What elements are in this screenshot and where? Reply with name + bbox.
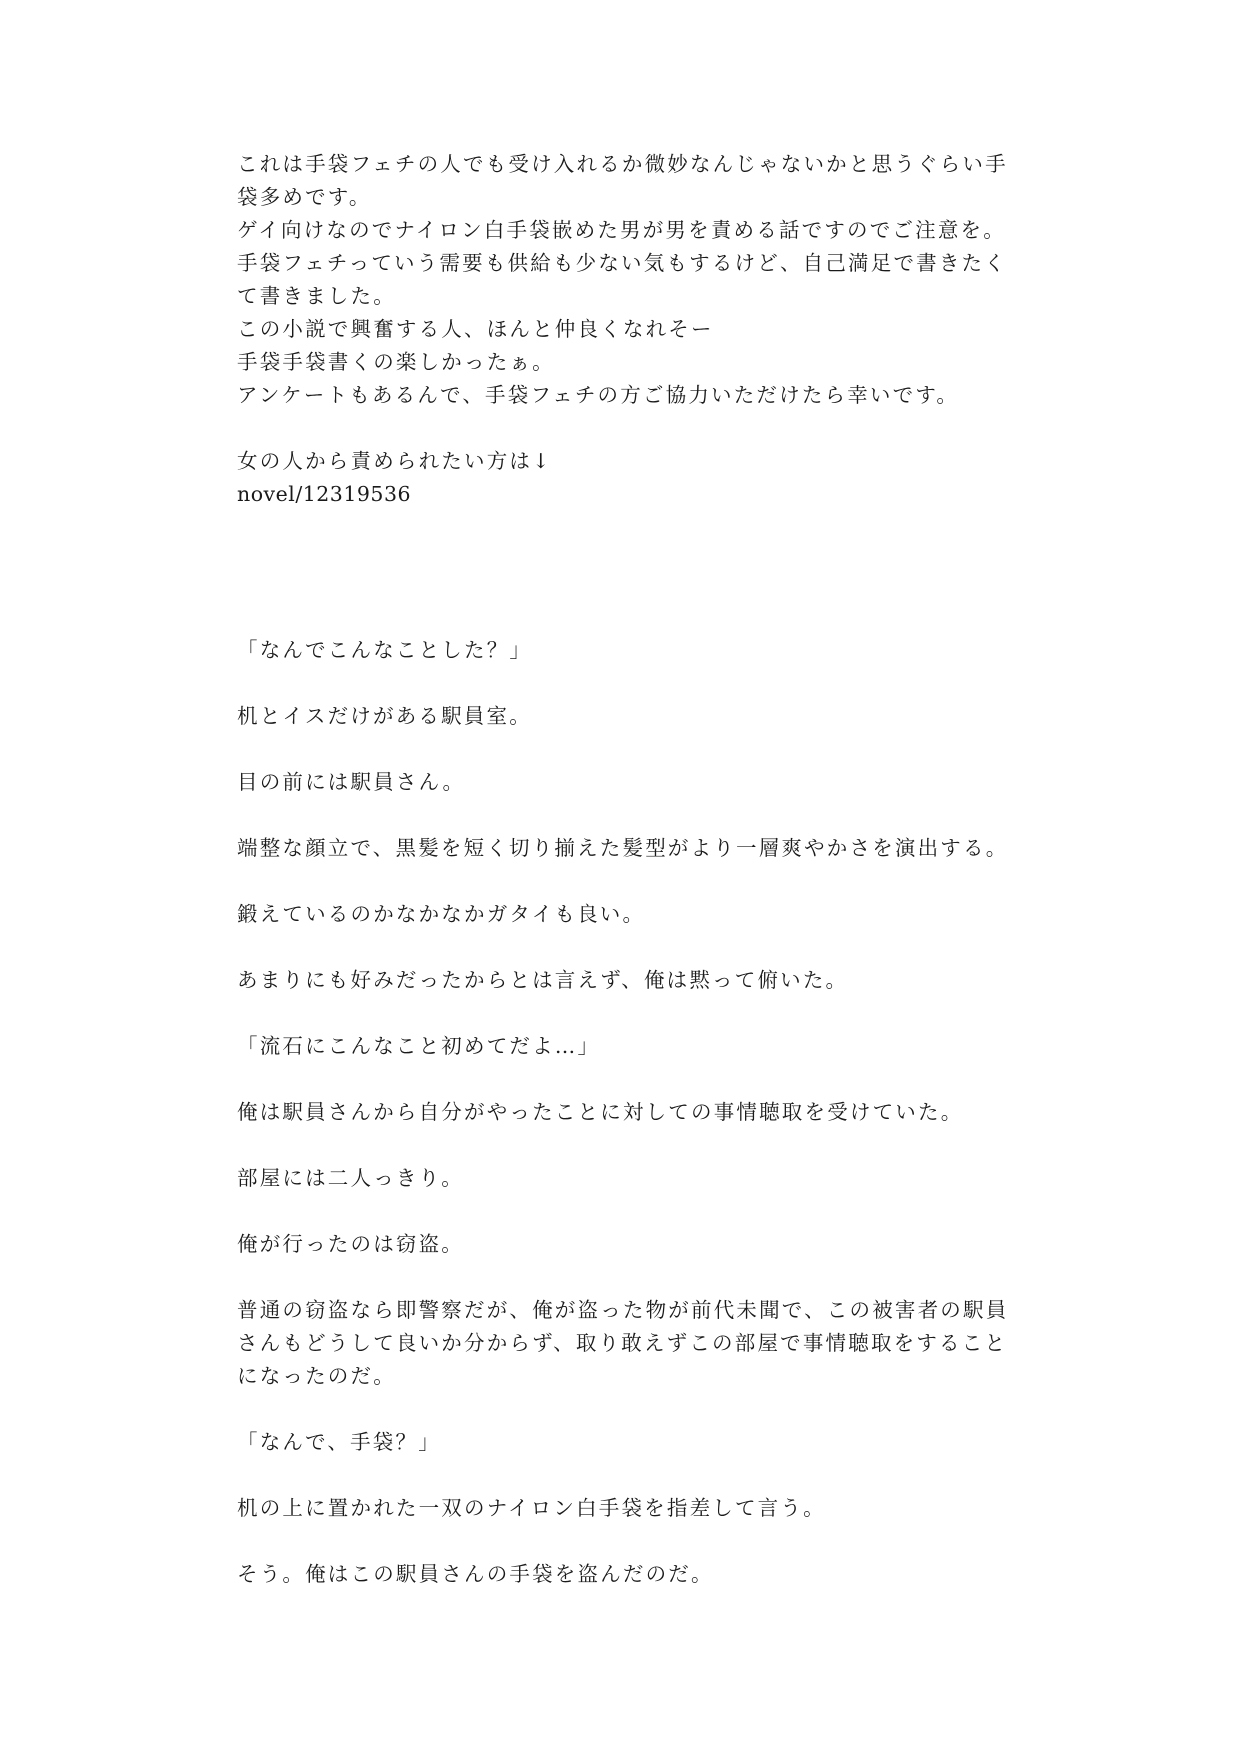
novel-link[interactable]: novel/12319536 bbox=[237, 482, 412, 506]
story-paragraph: 机とイスだけがある駅員室。 bbox=[237, 704, 532, 728]
story-paragraph: 俺が行ったのは窃盗。 bbox=[237, 1232, 464, 1256]
story-paragraph: 机の上に置かれた一双のナイロン白手袋を指差して言う。 bbox=[237, 1496, 826, 1520]
story-paragraph: 「なんで、手袋？」 bbox=[237, 1430, 441, 1454]
story-paragraph: あまりにも好みだったからとは言えず、俺は黙って俯いた。 bbox=[237, 968, 849, 992]
story-paragraph: 端整な顔立で、黒髪を短く切り揃えた髪型がより一層爽やかさを演出する。 bbox=[237, 836, 1009, 860]
preface-line: ゲイ向けなのでナイロン白手袋嵌めた男が男を責める話ですのでご注意を。 bbox=[237, 218, 1006, 242]
story-paragraph: そう。俺はこの駅員さんの手袋を盗んだのだ。 bbox=[237, 1562, 714, 1586]
preface bbox=[237, 148, 1017, 412]
document-body bbox=[237, 148, 1017, 1624]
preface-line: アンケートもあるんで、手袋フェチの方ご協力いただけたら幸いです。 bbox=[237, 383, 960, 407]
link-intro: 女の人から責められたい方は↓ bbox=[237, 449, 552, 473]
story-paragraph: 部屋には二人っきり。 bbox=[237, 1166, 464, 1190]
spacer bbox=[237, 511, 1017, 634]
story-paragraph: 俺は駅員さんから自分がやったことに対しての事情聴取を受けていた。 bbox=[237, 1100, 964, 1124]
spacer bbox=[237, 412, 1017, 445]
story-body bbox=[237, 634, 1017, 1591]
story-paragraph: 目の前には駅員さん。 bbox=[237, 770, 466, 794]
preface-line: 手袋フェチっていう需要も供給も少ない気もするけど、自己満足で書きたくて書きました。 bbox=[237, 251, 1007, 308]
preface-line: この小説で興奮する人、ほんと仲良くなれそー bbox=[237, 317, 714, 341]
story-paragraph: 普通の窃盗なら即警察だが、俺が盗った物が前代未聞で、この被害者の駅員さんもどうして良いか分からず、取り敢えずこの部屋で事情聴取をすることになったのだ。 bbox=[237, 1298, 1009, 1388]
story-paragraph: 「流石にこんなこと初めてだよ…」 bbox=[237, 1034, 601, 1058]
story-paragraph: 「なんでこんなことした？」 bbox=[237, 638, 533, 662]
story-paragraph: 鍛えているのかなかなかガタイも良い。 bbox=[237, 902, 646, 926]
preface-line: 手袋手袋書くの楽しかったぁ。 bbox=[237, 350, 555, 374]
preface-line: これは手袋フェチの人でも受け入れるか微妙なんじゃないかと思うぐらい手袋多めです。 bbox=[237, 152, 1008, 209]
